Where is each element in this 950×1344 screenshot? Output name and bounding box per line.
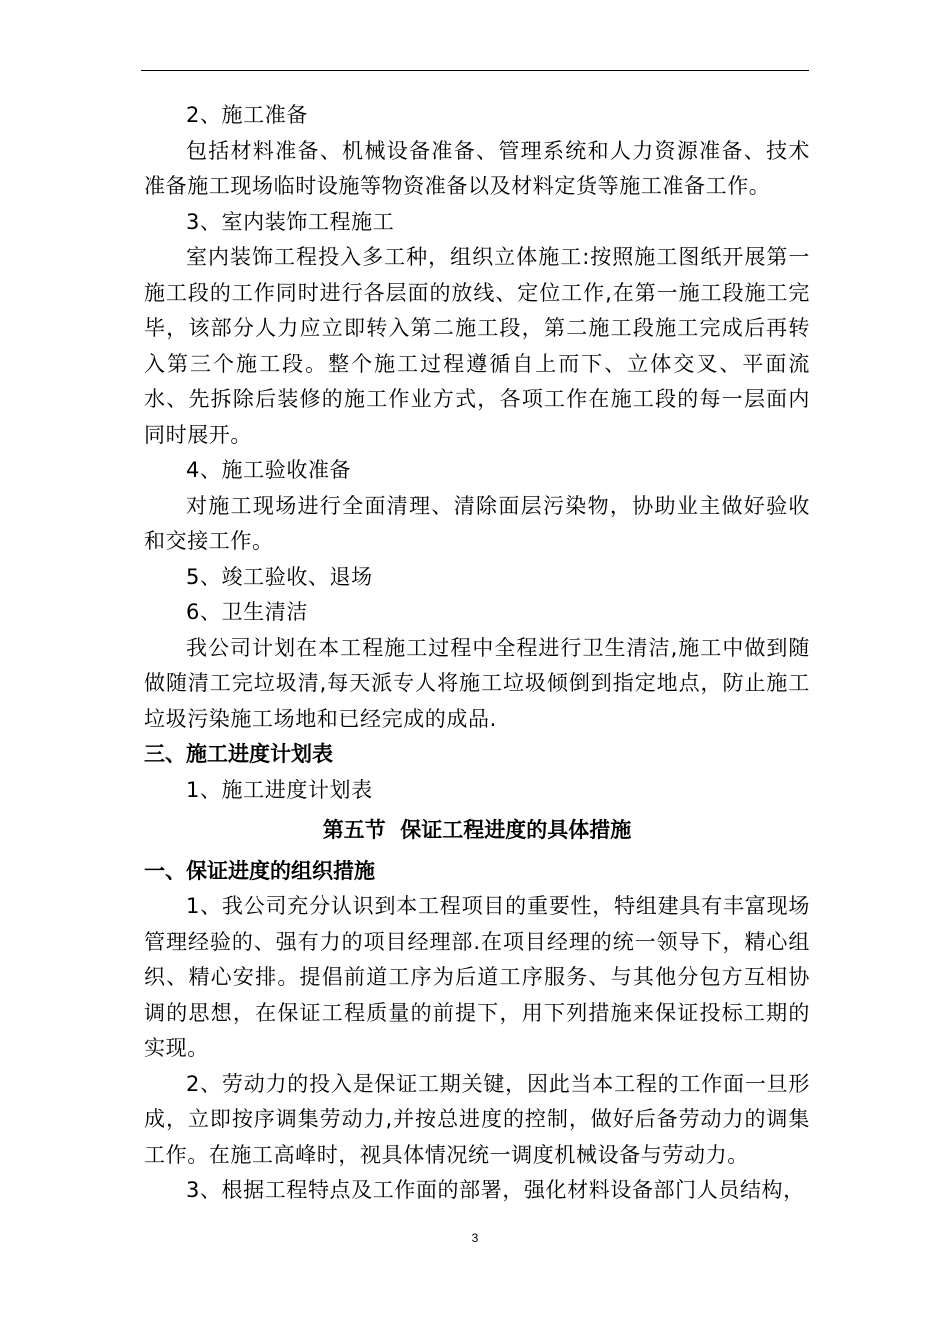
section-heading-organization: 一、保证进度的组织措施 <box>144 858 375 883</box>
subheading-cleaning: 6、卫生清洁 <box>186 600 308 624</box>
subheading-interior-decoration: 3、室内装饰工程施工 <box>186 209 395 234</box>
paragraph-measure-2: 2、劳动力的投入是保证工期关键，因此当本工程的工作面一旦形成，立即按序调集劳动力,并按总进度的控制，做好后备劳动力的调集工作。在施工高峰时，视具体情况统一调度机械设备与劳动力。 <box>144 1071 810 1167</box>
subheading-completion-exit: 5、竣工验收、退场 <box>186 564 373 589</box>
paragraph-acceptance-prep: 对施工现场进行全面清理、清除面层污染物，协助业主做好验收和交接工作。 <box>144 493 810 553</box>
paragraph-construction-prep: 包括材料准备、机械设备准备、管理系统和人力资源准备、技术准备施工现场临时设施等物资准备以及材料定货等施工准备工作。 <box>144 138 810 198</box>
paragraph-interior-decoration: 室内装饰工程投入多工种，组织立体施工:按照施工图纸开展第一施工段的工作同时进行各层面的放线、定位工作,在第一施工段施工完毕，该部分人力应立即转入第二施工段，第二施工段施工完成后再转入第三个施工段。整个施工过程遵循自上而下、立体交叉、平面流水、先拆除后装修的施工作业方式，各项工作在施工段的每一层面内同时展开。 <box>144 245 810 447</box>
page-number: 3 <box>471 1231 479 1245</box>
document-body <box>144 98 810 1209</box>
paragraph-measure-1: 1、我公司充分认识到本工程项目的重要性，特组建具有丰富现场管理经验的、强有力的项目经理部.在项目经理的统一领导下，精心组织、精心安排。提倡前道工序为后道工序服务、与其他分包方互相协调的思想，在保证工程质量的前提下，用下列措施来保证投标工期的实现。 <box>144 894 810 1060</box>
chapter-title: 第五节 保证工程进度的具体措施 <box>322 818 632 842</box>
subheading-schedule-table: 1、施工进度计划表 <box>186 777 373 802</box>
paragraph-measure-3: 3、根据工程特点及工作面的部署，强化材料设备部门人员结构， <box>186 1178 805 1202</box>
section-heading-schedule: 三、施工进度计划表 <box>144 742 333 766</box>
subheading-construction-prep: 2、施工准备 <box>186 103 308 127</box>
paragraph-cleaning: 我公司计划在本工程施工过程中全程进行卫生清洁,施工中做到随做随清工完垃圾清,每天派专人将施工垃圾倾倒到指定地点，防止施工垃圾污染施工场地和已经完成的成品. <box>144 635 810 731</box>
header-rule <box>141 70 809 71</box>
subheading-acceptance-prep: 4、施工验收准备 <box>186 458 352 482</box>
